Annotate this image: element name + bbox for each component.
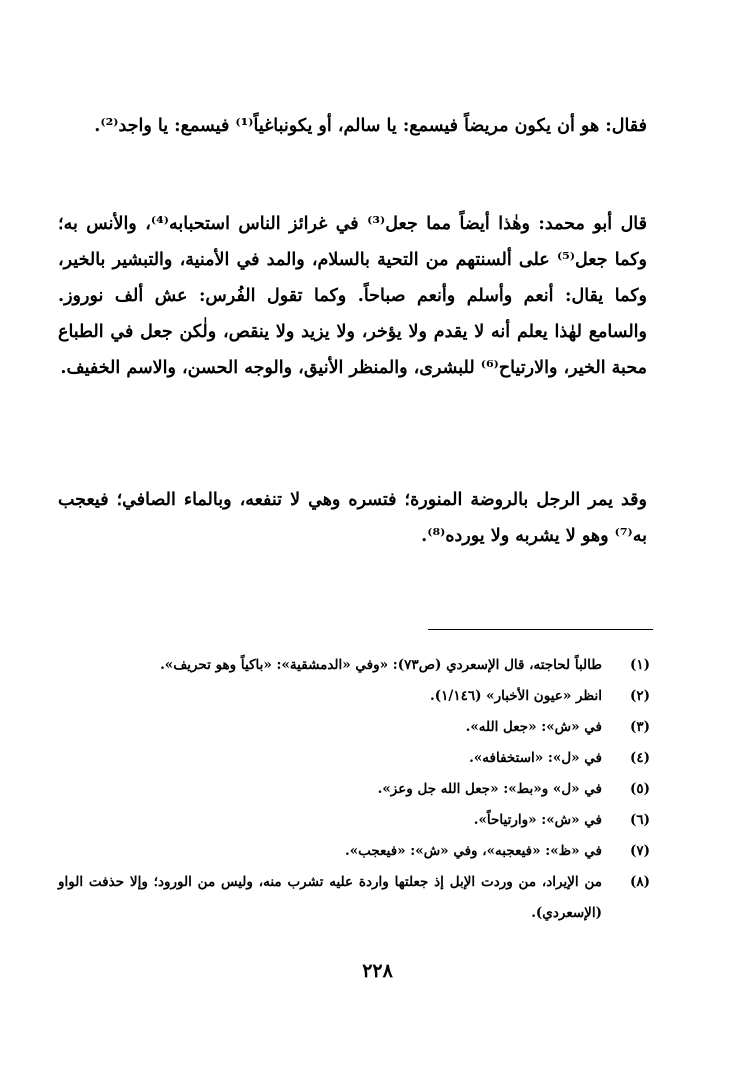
footnote-3 [58, 712, 650, 743]
footnotes [58, 650, 650, 929]
footnote-number: (٦) [629, 812, 650, 828]
footnote-number: (٥) [629, 781, 650, 797]
footnote-text: انظر «عيون الأخبار» (١/١٤٦). [430, 688, 602, 704]
footnote-1 [58, 650, 650, 681]
footnote-4 [58, 743, 650, 774]
footnote-8 [58, 867, 650, 929]
page-number: ٢٢٨ [362, 960, 393, 982]
footnote-text: في «ل»: «استخفافه». [469, 750, 602, 766]
footnote-text: في «ش»: «جعل الله». [465, 719, 602, 735]
footnote-number: (٤) [629, 750, 650, 766]
footnote-text: في «ظ»: «فيعجبه»، وفي «ش»: «فيعجب». [345, 843, 602, 859]
footnote-number: (٢) [629, 688, 650, 704]
footnote-6 [58, 805, 650, 836]
footnote-number: (٧) [629, 843, 650, 859]
footnote-5 [58, 774, 650, 805]
paragraph-1: فقال: هو أن يكون مريضاً فيسمع: يا سالم، أو يكونباغياً⁽¹⁾ فيسمع: يا واجد⁽²⁾. [94, 116, 647, 136]
paragraph-3: وقد يمر الرجل بالروضة المنورة؛ فتسره وهي لا تنفعه، وبالماء الصافي؛ فيعجب به⁽⁷⁾ وهو لا يشربه ولا يورده⁽⁸⁾. [58, 490, 647, 546]
footnote-text: في «ل» و«بط»: «جعل الله جل وعز». [377, 781, 602, 797]
footnote-text: من الإيراد، من وردت الإبل إذ جعلتها واردة عليه تشرب منه، وليس من الورود؛ وإلا حذفت الواو (الإسعردي). [58, 874, 602, 921]
footnote-text: في «ش»: «وارتياحاً». [473, 812, 602, 828]
footnote-2 [58, 681, 650, 712]
footnote-7 [58, 836, 650, 867]
footnote-separator [428, 629, 653, 630]
footnote-text: طالباً لحاجته، قال الإسعردي (ص٧٣): «وفي «الدمشقية»: «باكياً وهو تحريف». [160, 657, 602, 673]
footnote-number: (١) [629, 657, 650, 673]
footnote-number: (٨) [629, 874, 650, 890]
paragraph-2: قال أبو محمد: وهٰذا أيضاً مما جعل⁽³⁾ في غرائز الناس استحبابه⁽⁴⁾، والأنس به؛ وكما جعل⁽⁵⁾ على ألسنتهم من التحية بالسلام، والمد في الأمنية، والتبشير بالخير، وكما يقال: أنعم وأسلم وأنعم صباحاً. وكما تقول الفُرس: عش ألف نوروز. والسامع لهٰذا يعلم أنه لا يقدم ولا يؤخر، ولا يزيد ولا ينقص، ولٰكن جعل في الطباع محبة الخير، والارتياح⁽⁶⁾ للبشرى، والمنظر الأنيق، والوجه الحسن، والاسم الخفيف. [58, 214, 647, 378]
footnote-number: (٣) [629, 719, 650, 735]
